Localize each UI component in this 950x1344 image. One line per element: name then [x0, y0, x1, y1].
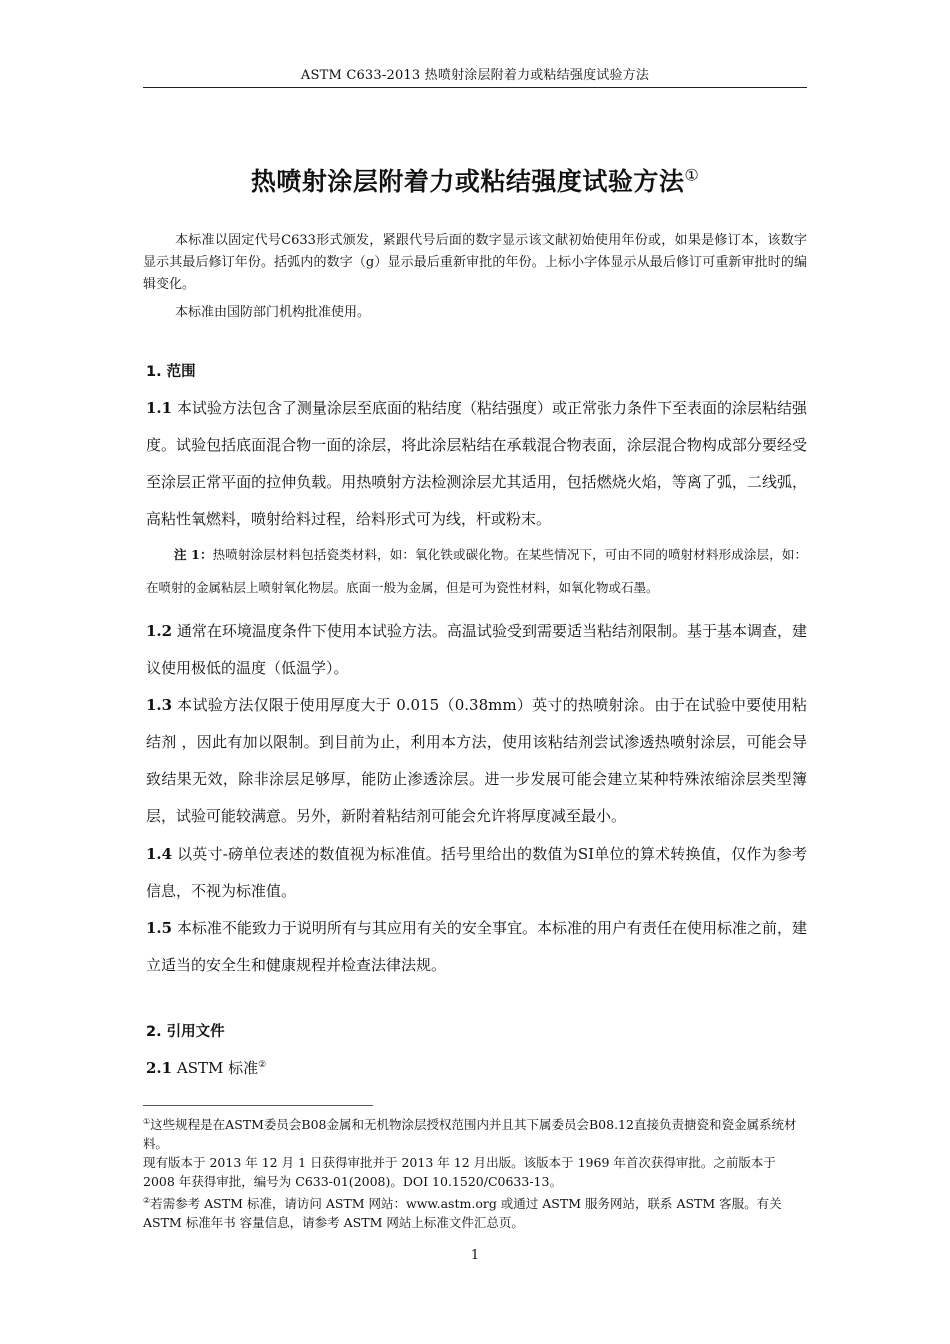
clause-1-5: [146, 910, 807, 984]
footnotes: [143, 1112, 807, 1232]
note-1: [146, 538, 807, 604]
footnote-1-continued: 现有版本于 2013 年 12 月 1 日获得审批并于 2013 年 12 月出版。该版本于 1969 年首次获得审批。之前版本于 2008 年获得审批，编号为 C633-01(2008)。DOI 10.1520/C0633-13。: [143, 1155, 776, 1190]
document-title: [143, 162, 807, 198]
clause-number: 1.2: [146, 622, 173, 640]
title-footnote-mark: ①: [684, 165, 700, 185]
page-number: 1: [470, 1248, 480, 1263]
clause-text: 本试验方法仅限于使用厚度大于 0.015（0.38mm）英寸的热喷射涂。由于在试验中要使用粘结剂 ，因此有加以限制。到目前为止，利用本方法，使用该粘结剂尝试渗透热喷射涂层，可能会导致结果无效，除非涂层足够厚，能防止渗透涂层。进一步发展可能会建立某种特殊浓缩涂层类型簿层，试验可能较满意。另外，新附着粘结剂可能会允许将厚度减至最小。: [146, 696, 807, 825]
document-title-text: 热喷射涂层附着力或粘结强度试验方法: [250, 167, 685, 196]
note-label: 注 1：: [174, 547, 213, 562]
clause-1-1: [146, 390, 807, 538]
clause-text: 以英寸-磅单位表述的数值视为标准值。括号里给出的数值为SI单位的算术转换值，仅作为参考信息，不视为标准值。: [146, 845, 807, 900]
footnote-ref-2: ②: [258, 1060, 267, 1070]
clause-text: 本试验方法包含了测量涂层至底面的粘结度（粘结强度）或正常张力条件下至表面的涂层粘结强度。试验包括底面混合物一面的涂层，将此涂层粘结在承载混合物表面，涂层混合物构成部分要经受至涂层正常平面的拉伸负载。用热喷射方法检测涂层尤其适用，包括燃烧火焰，等离了弧，二线弧，高粘性氧燃料，喷射给料过程，给料形式可为线，杆或粉末。: [146, 399, 807, 528]
clause-number: 1.3: [146, 696, 173, 714]
clause-number: 2.1: [146, 1059, 173, 1077]
clause-1-3: [146, 687, 807, 835]
intro-paragraph-1: 本标准以固定代号C633形式颁发，紧跟代号后面的数字显示该文献初始使用年份或，如果是修订本，该数字显示其最后修订年份。括弧内的数字（g）显示最后重新审批的年份。上标小字体显示从最后修订可重新审批时的编辑变化。: [143, 233, 807, 292]
clause-number: 1.1: [146, 399, 173, 417]
footnote-text: 若需参考 ASTM 标准，请访问 ASTM 网站：www.astm.org 或通过 ASTM 服务网站，联系 ASTM 客服。有关 ASTM 标准年书 容量信息，请参考 ASTM 网站上标准文件汇总页。: [143, 1196, 782, 1231]
clause-text: ASTM 标准: [176, 1059, 259, 1077]
footnote-divider: [143, 1105, 373, 1106]
running-header: ASTM C633-2013 热喷射涂层附着力或粘结强度试验方法: [300, 68, 650, 83]
note-text: 热喷射涂层材料包括瓷类材料，如：氧化铁或碳化物。在某些情况下，可由不同的喷射材料形成涂层，如：在喷射的金属粘层上喷射氧化物层。底面一般为金属，但是可为瓷性材料，如氧化物或石墨。: [146, 547, 807, 595]
clause-2-1: [146, 1057, 266, 1078]
section-1-heading: 1. 范围: [146, 364, 196, 380]
footnote-text: 这些规程是在ASTM委员会B08金属和无机物涂层授权范围内并且其下属委员会B08.12直接负责搪瓷和瓷金属系统材料。: [143, 1117, 797, 1152]
footnote-mark: ①: [143, 1117, 151, 1126]
footnote-mark: ②: [143, 1196, 151, 1206]
footnote-2: [143, 1191, 807, 1232]
clause-number: 1.4: [146, 845, 173, 863]
clause-1-4: [146, 836, 807, 910]
clause-number: 1.5: [146, 919, 173, 937]
section-2-heading: 2. 引用文件: [146, 1024, 225, 1040]
footnote-1: [143, 1112, 807, 1153]
clause-text: 通常在环境温度条件下使用本试验方法。高温试验受到需要适当粘结剂限制。基于基本调查，建议使用极低的温度（低温学）。: [146, 622, 807, 677]
intro-paragraph-2: 本标准由国防部门机构批准使用。: [175, 305, 371, 320]
header-divider: [143, 87, 807, 88]
clause-1-2: [146, 613, 807, 687]
clause-text: 本标准不能致力于说明所有与其应用有关的安全事宜。本标准的用户有责任在使用标准之前，建立适当的安全生和健康规程并检查法律法规。: [146, 919, 807, 974]
